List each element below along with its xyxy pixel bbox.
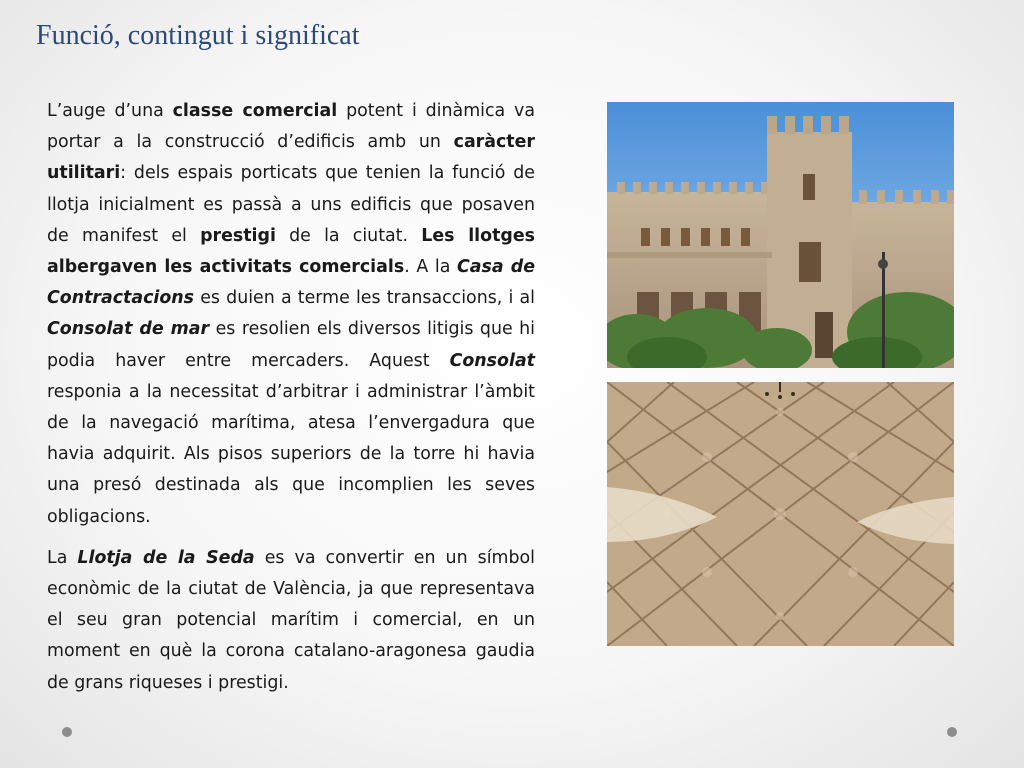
paragraph-2 [47,543,535,699]
decorative-dot-left [62,727,72,737]
text-run: de la ciutat. [275,225,422,246]
text-run: Les llotges albergaven les activitats comercials [47,225,535,278]
text-run: . A la [404,257,457,278]
text-run: potent i dinàmica va portar a la construcció d’edificis amb un [47,101,535,153]
text-run: L’auge d’una [47,101,173,121]
paragraph-1 [47,96,535,533]
text-run: La [47,547,78,568]
text-run: responia a la necessitat d’arbitrar i administrar l’àmbit de la navegació marítima, atesa l’envergadura que havia adquirit. Als pisos superiors de la torre hi havia una presó destinada als que incomplien les seves obligacions. [47,381,535,527]
text-run: es va convertir en un símbol econòmic de la ciutat de València, ja que representava el seu gran potencial marítim i comercial, en un moment en què la corona catalano-aragonesa gaudia de grans riqueses i prestigi. [47,547,536,693]
text-run: Consolat de mar [47,319,210,340]
text-run: Consolat [449,350,535,371]
llotja-exterior-photo [607,102,954,368]
text-run: es duien a terme les transaccions, i al [194,288,535,309]
text-run: caràcter utilitari [47,132,535,184]
slide-title: Funció, contingut i significat [36,20,360,51]
body-text [47,96,535,709]
text-run: Llotja de la Seda [77,547,255,568]
text-run: prestigi [200,225,276,246]
vault-ceiling-photo [607,382,954,646]
text-run: es resolien els diversos litigis que hi podia haver entre mercaders. Aquest [47,319,535,371]
text-run: classe comercial [172,101,338,121]
text-run: Casa de Contractacions [47,257,535,309]
text-run: : dels espais porticats que tenien la funció de llotja inicialment es passà a uns edificis que posaven de manifest el [47,163,535,246]
decorative-dot-right [947,727,957,737]
